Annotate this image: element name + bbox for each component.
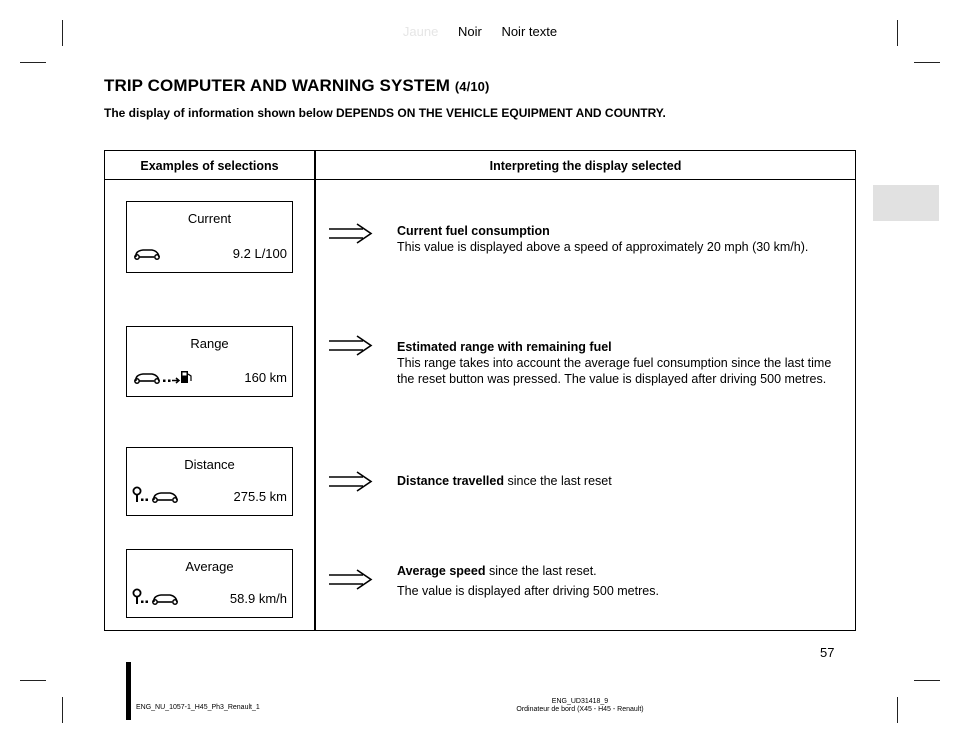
description-heading: Distance travelled <box>397 474 504 488</box>
crop-mark <box>20 62 46 63</box>
display-label: Range <box>190 336 229 351</box>
crop-mark <box>914 62 940 63</box>
display-value: 9.2 L/100 <box>232 246 287 261</box>
color-mark-noir-texte: Noir texte <box>501 24 558 39</box>
page-title <box>104 76 489 96</box>
page-number: 57 <box>820 645 835 660</box>
car-to-fuel-pump-icon <box>132 369 192 390</box>
chapter-bar <box>126 662 131 720</box>
crop-mark <box>914 680 940 681</box>
flag-to-car-icon <box>132 486 184 509</box>
double-arrow-icon <box>327 471 373 498</box>
description-heading: Estimated range with remaining fuel <box>397 340 612 354</box>
unit-code: ENG_UD31418_9 <box>551 698 609 705</box>
page-subtitle: The display of information shown below DEPENDS ON THE VEHICLE EQUIPMENT AND COUNTRY. <box>104 106 666 120</box>
print-color-marks <box>0 24 960 39</box>
description-distance <box>397 473 612 489</box>
display-range <box>126 326 293 397</box>
column-divider <box>314 151 316 630</box>
display-average <box>126 549 293 618</box>
description-text: This value is displayed above a speed of approximately 20 mph (30 km/h). <box>397 240 809 254</box>
header-interpretation: Interpreting the display selected <box>489 159 682 173</box>
description-text: since the last reset. <box>485 564 597 578</box>
crop-mark <box>897 697 898 723</box>
display-distance <box>126 447 293 516</box>
color-mark-jaune: Jaune <box>402 24 439 39</box>
display-label: Distance <box>184 457 235 472</box>
page-title-part: (4/10) <box>454 79 490 94</box>
description-current <box>397 223 808 255</box>
description-text-2: The value is displayed after driving 500 metres. <box>397 584 659 598</box>
description-text-line2: the reset button was pressed. The value is displayed after driving 500 metres. <box>397 372 827 386</box>
description-text: since the last reset <box>504 474 612 488</box>
document-reference: ENG_NU_1057-1_H45_Ph3_Renault_1 <box>136 704 260 711</box>
crop-mark <box>62 697 63 723</box>
display-value: 160 km <box>244 370 287 385</box>
description-heading: Average speed <box>397 564 486 578</box>
double-arrow-icon <box>327 335 373 362</box>
display-label: Average <box>185 559 234 574</box>
description-range <box>397 339 831 387</box>
description-average <box>397 563 659 599</box>
display-label: Current <box>187 211 232 226</box>
color-mark-noir: Noir <box>457 24 482 39</box>
header-selections: Examples of selections <box>140 159 279 173</box>
double-arrow-icon <box>327 223 373 250</box>
car-icon <box>132 247 162 266</box>
display-value: 275.5 km <box>233 489 287 504</box>
page-title-text: TRIP COMPUTER AND WARNING SYSTEM <box>104 76 451 95</box>
flag-to-car-icon <box>132 588 184 611</box>
display-value: 58.9 km/h <box>229 591 287 606</box>
section-tab-marker <box>873 185 939 221</box>
unit-reference <box>460 698 700 714</box>
unit-description: Ordinateur de bord (X45 - H45 - Renault) <box>516 706 644 713</box>
double-arrow-icon <box>327 569 373 596</box>
crop-mark <box>20 680 46 681</box>
table-header-row <box>105 151 855 180</box>
description-text-line1: This range takes into account the average fuel consumption since the last time <box>397 356 832 370</box>
display-current <box>126 201 293 273</box>
selections-table <box>104 150 856 631</box>
description-heading: Current fuel consumption <box>397 224 550 238</box>
